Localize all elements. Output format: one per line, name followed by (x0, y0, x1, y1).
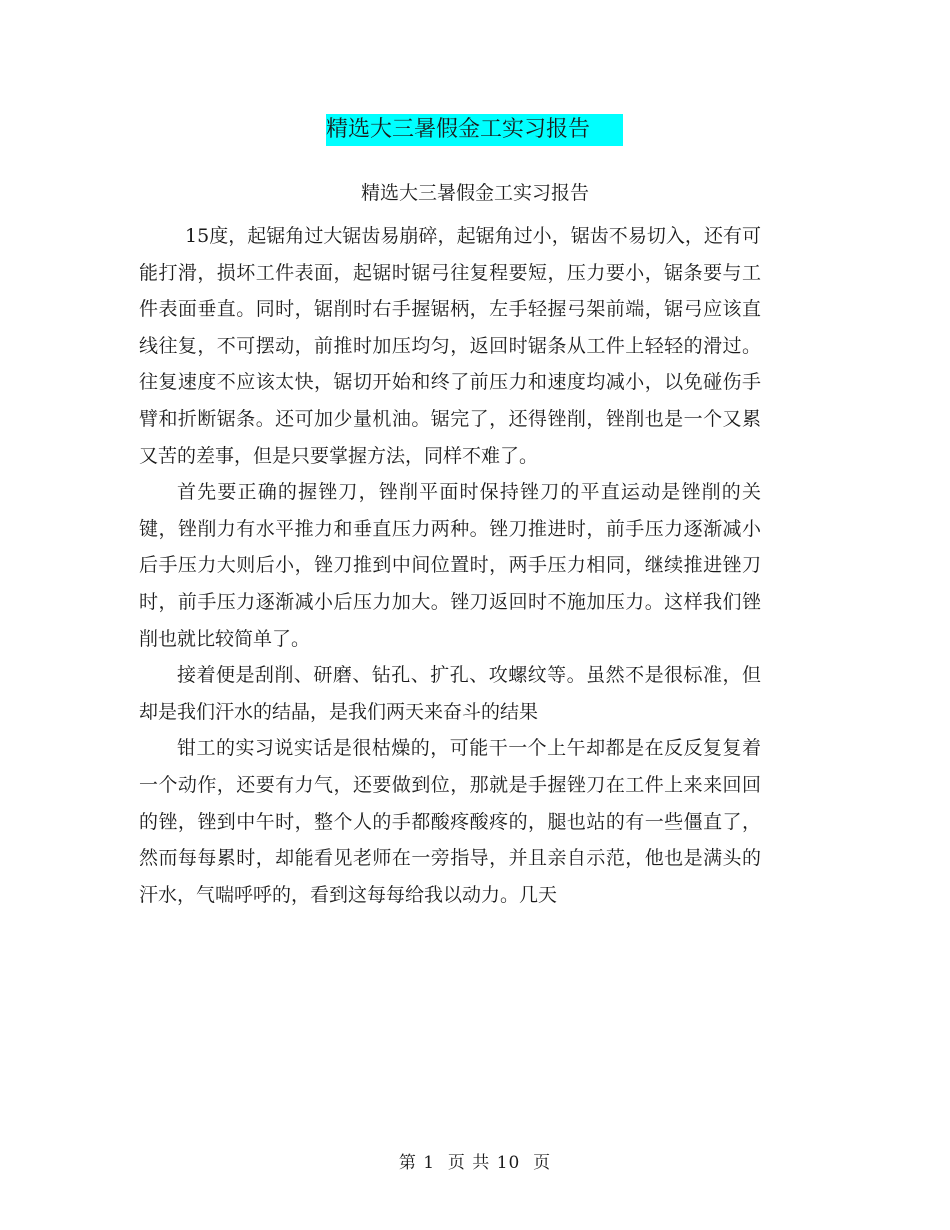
document-body (139, 218, 761, 913)
document-title: 精选大三暑假金工实习报告 (326, 114, 623, 146)
paragraph: 钳工的实习说实话是很枯燥的，可能干一个上午却都是在反反复复着一个动作，还要有力气，还要做到位，那就是手握锉刀在工件上来来回回的锉，锉到中午时，整个人的手都酸疼酸疼的，腿也站的有一些僵直了，然而每每累时，却能看见老师在一旁指导，并且亲自示范，他也是满头的汗水，气喘呼呼的，看到这每每给我以动力。几天 (139, 737, 761, 906)
paragraph: 接着便是刮削、研磨、钻孔、扩孔、攻螺纹等。虽然不是很标准，但却是我们汗水的结晶，是我们两天来奋斗的结果 (139, 664, 761, 723)
page-footer (0, 1150, 950, 1176)
document-subtitle: 精选大三暑假金工实习报告 (360, 182, 589, 204)
paragraph: 首先要正确的握锉刀，锉削平面时保持锉刀的平直运动是锉削的关键，锉削力有水平推力和垂直压力两种。锉刀推进时，前手压力逐渐减小后手压力大则后小，锉刀推到中间位置时，两手压力相同，继续推进锉刀时，前手压力逐渐减小后压力加大。锉刀返回时不施加压力。这样我们锉削也就比较简单了。 (139, 481, 761, 650)
paragraph: 15度，起锯角过大锯齿易崩碎，起锯角过小，锯齿不易切入，还有可能打滑，损坏工件表面，起锯时锯弓往复程要短，压力要小，锯条要与工件表面垂直。同时，锯削时右手握锯柄，左手轻握弓架前端，锯弓应该直线往复，不可摆动，前推时加压均匀，返回时锯条从工件上轻轻的滑过。往复速度不应该太快，锯切开始和终了前压力和速度均减小，以免碰伤手臂和折断锯条。还可加少量机油。锯完了，还得锉削，锉削也是一个又累又苦的差事，但是只要掌握方法，同样不难了。 (139, 225, 761, 467)
page-number: 第 1 页 共 10 页 (398, 1153, 552, 1173)
